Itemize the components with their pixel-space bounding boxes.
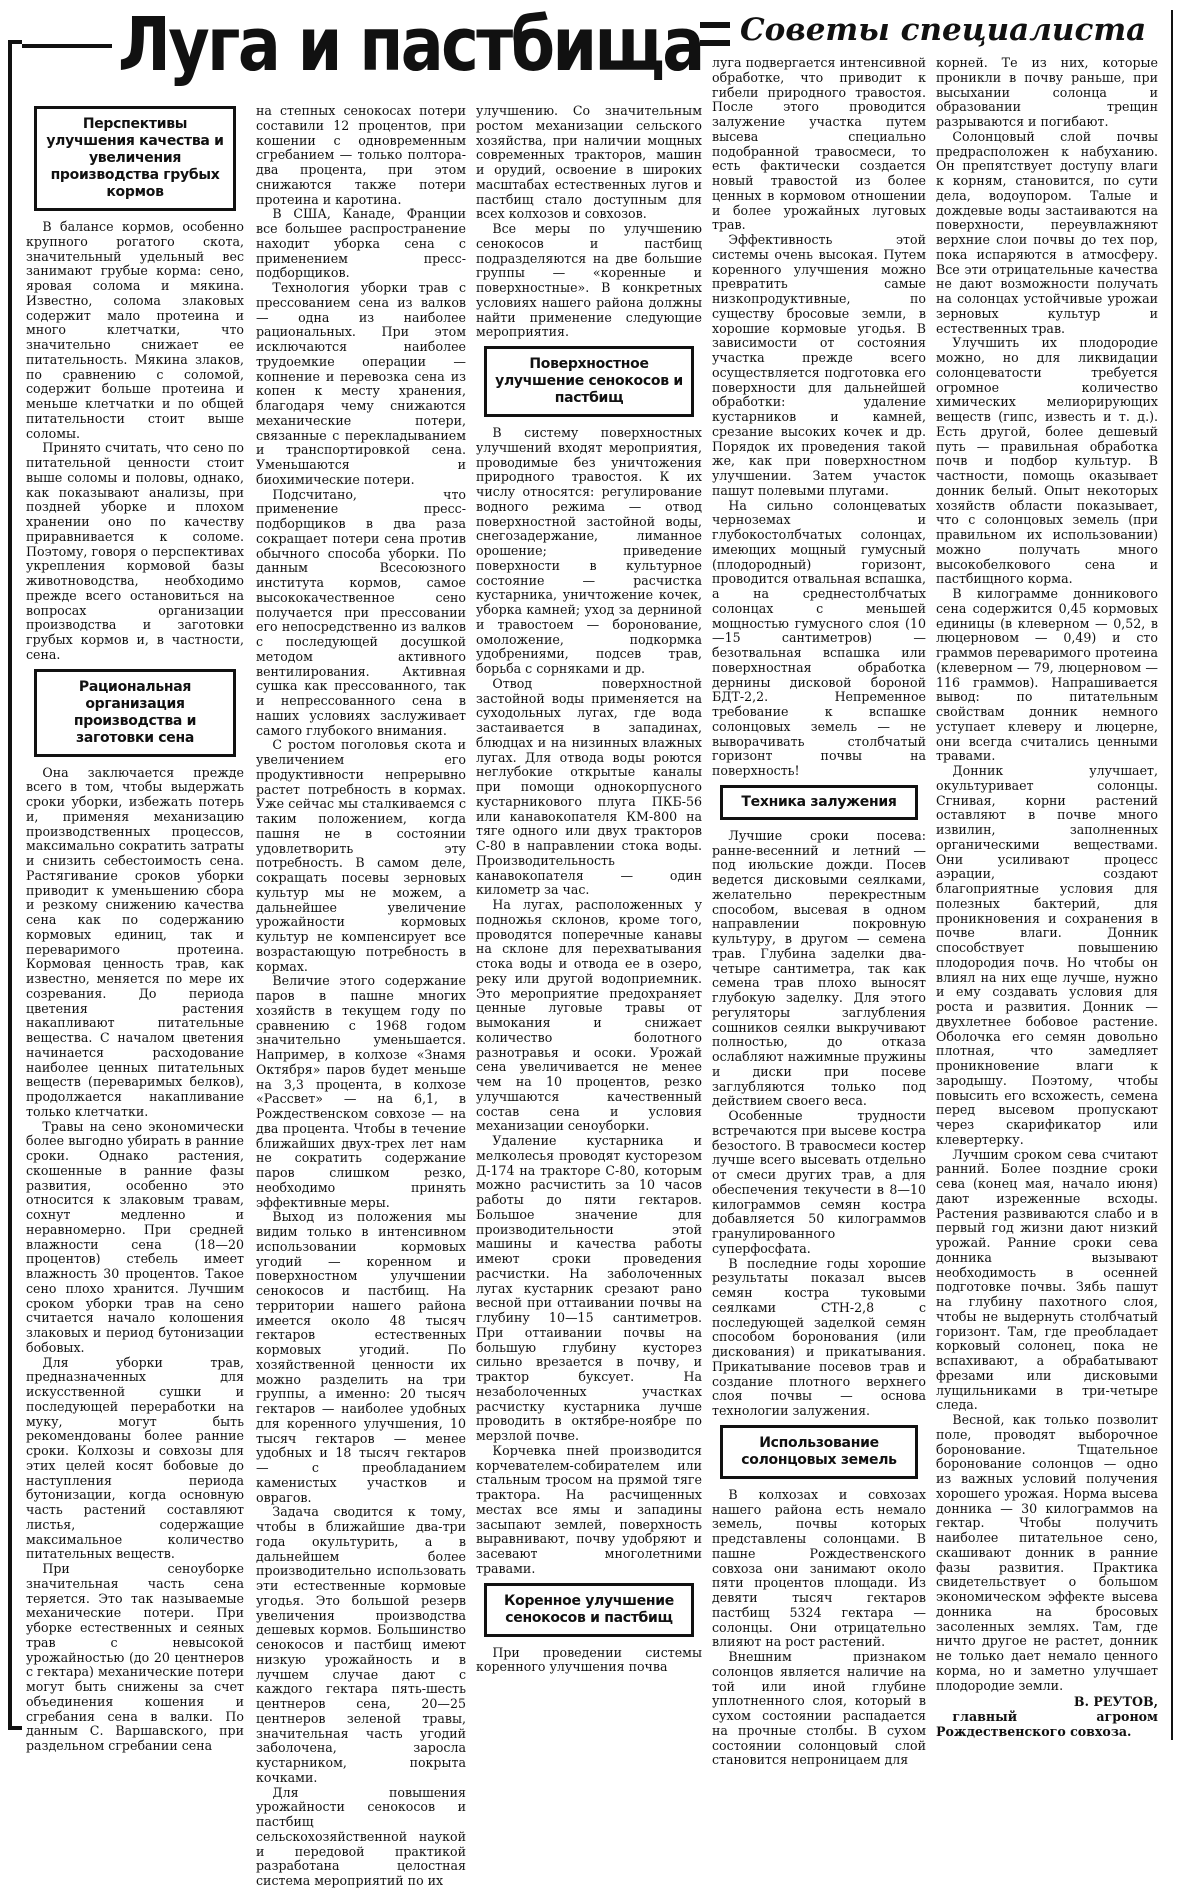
paragraph: При сеноуборке значительная часть сена теряется. Это так называемые механические потери. При уборке естественных и сеяных трав с невысокой урожайностью (до 20 центнеров с гектара) механические потери могут быть снижены за счет объединения кошения и сгребания сена в валки. По данным С. Варшавского, при раздельном сгребании сена	[26, 1561, 244, 1753]
page-edge-rule	[1171, 10, 1173, 1740]
paragraph: луга подвергается интенсивной обработке, что приводит к гибели природного травостоя. После этого проводится залужение участка путем высева специально подобранной травосмеси, то есть фактически создается новый травостой из более ценных в кормовом отношении и более урожайных луговых трав.	[712, 55, 926, 233]
paragraph: Величие этого содержание паров в пашне многих хозяйств в текущем году по сравнению с 1968 годом значительно уменьшается. Например, в колхозе «Знамя Октября» паров будет меньше на 3,3 процента, в колхозе «Рассвет» — на 6,1, в Рождественском совхозе — на два процента. Чтобы в течение ближайших двух-трех лет нам не сократить содержание паров слишком резко, необходимо принять эффективные меры.	[256, 973, 466, 1210]
paragraph: В колхозах и совхозах нашего района есть немало земель, почвы которых представлены солонцами. В пашне Рождественского совхоза они занимают около пяти процентов площади. Из девяти тысяч гектаров пастбищ 5324 гектара — солонцы. Они отрицательно влияют на рост растений.	[712, 1486, 926, 1650]
paragraph: На лугах, расположенных у подножья склонов, кроме того, проводятся поперечные канавы на склоне для перехватывания стока воды и отвода ее в озеро, реку или другой водоприемник. Это мероприятие предохраняет ценные луговые травы от вымокания и снижает количество болотного разнотравья и осоки. Урожай сена увеличивается не менее чем на 10 процентов, резко улучшаются качественный состав сена и условия механизации сеноуборки.	[476, 897, 702, 1134]
paragraph: В систему поверхностных улучшений входят мероприятия, проводимые без уничтожения природного травостоя. К их числу относятся: регулирование водного режима — отвод поверхностной застойной воды, снегозадержание, лиманное орошение; приведение поверхности в культурное состояние — расчистка кустарника, уничтожение кочек, уборка камней; уход за дерниной и травостоем — боронование, омоложение, подкормка удобрениями, подсев трав, борьба с сорняками и др.	[476, 425, 702, 676]
paragraph: Отвод поверхностной застойной воды применяется на суходольных лугах, где вода застаивается в западинах, блюдцах и на низинных влажных лугах. Для отвода воды роются неглубокие открытые каналы при помощи однокорпусного кустарникового плуга ПКБ-56 или канавокопателя КМ-800 на тяге одного или двух тракторов С-80 в направлении стока воды. Производительность канавокопателя — один километр за час.	[476, 675, 702, 898]
paragraph: Весной, как только позволит поле, проводят выборочное боронование. Тщательное боронование солонцов — одно из важных условий получения хорошего урожая. Норма высева донника — 30 килограммов на гектар. Чтобы получить наиболее питательное сено, скашивают донник в ранние фазы развития. Практика свидетельствует о большом экономическом эффекте высева донника на бросовых засоленных землях. Там, где ничто другое не растет, донник не только дает немало ценного корма, но и заметно улучшает плодородие земли.	[936, 1412, 1158, 1693]
subheading-organization: Рациональная организация производства и заготовки сена	[34, 669, 236, 757]
paragraph: Улучшить их плодородие можно, но для ликвидации солонцеватости требуется огромное количество химических мелиорирующих веществ (гипс, известь и т. д.). Есть другой, более дешевый путь — правильная обработка почв и подбор культур. В частности, помощь оказывает донник белый. Опыт некоторых хозяйств области показывает, что с солонцовых земель (при правильном их использовании) можно получать много высокобелкового сена и пастбищного корма.	[936, 335, 1158, 587]
paragraph: Травы на сено экономически более выгодно убирать в ранние сроки. Однако растения, скошенные в ранние фазы развития, особенно это относится к злаковым травам, сохнут медленно и неравномерно. При средней влажности сена (18—20 процентов) стебель имеет влажность 30 процентов. Такое сено плохо хранится. Лучшим сроком уборки трав на сено считается начало колошения злаковых и период бутонизации бобовых.	[26, 1118, 244, 1355]
subheading-prospects: Перспективы улучшения качества и увеличения производства грубых кормов	[34, 106, 236, 211]
rubric-title: Советы специалиста	[740, 12, 1147, 48]
paragraph: В последние годы хорошие результаты показал высев семян костра туковыми сеялками СТН-2,8 с последующей заделкой семян способом боронования (или дискования) и прикатывания. Прикатывание посевов трав и создание плотного верхнего слоя почвы — основа технологии залужения.	[712, 1255, 926, 1418]
paragraph: Принято считать, что сено по питательной ценности стоит выше соломы и половы, однако, как показывают анализы, при поздней уборке и плохом хранении оно по качеству приравнивается к соломе. Поэтому, говоря о перспективах укрепления кормовой базы животноводства, необходимо прежде всего остановиться на вопросах организации производства и заготовки грубых кормов и, в частности, сена.	[26, 440, 244, 662]
paragraph: улучшению. Со значительным ростом механизации сельского хозяйства, при наличии мощных современных тракторов, машин и орудий, освоение в широких масштабах естественных лугов и пастбищ стало доступным для всех колхозов и совхозов.	[476, 103, 702, 222]
paragraph: Удаление кустарника и мелколесья проводят кусторезом Д-174 на тракторе С-80, которым можно расчистить за 10 часов работы до пяти гектаров. Большое значение для производительности этой машины и качества работы имеют сроки проведения расчистки. На заболоченных лугах кустарник срезают рано весной при оттаивании почвы на глубину 10—15 сантиметров. При оттаивании почвы на большую глубину кусторез сильно врезается в почву, и трактор буксует. На незаболоченных участках расчистку кустарника лучше проводить в октябре-ноябре по мерзлой почве.	[476, 1133, 702, 1443]
article-column-3	[476, 104, 702, 1675]
article-column-5	[936, 56, 1158, 1740]
paragraph: Эффективность этой системы очень высокая. Путем коренного улучшения можно превратить самые низкопродуктивные, по существу бросовые земли, в хорошие кормовые угодья. В зависимости от состояния участка прежде всего осуществляется подготовка его поверхности для дальнейшей обработки: удаление кустарников и камней, срезание высоких кочек и др. Порядок их проведения такой же, как при поверхностном улучшении. Затем участок пашут полевыми плугами.	[712, 232, 926, 498]
subheading-solonetz-lands: Использование солонцовых земель	[720, 1425, 918, 1479]
paragraph: Для повышения урожайности сенокосов и пастбищ сельскохозяйственной наукой и передовой практикой разработана целостная система мероприятий по их	[256, 1784, 466, 1888]
paragraph: Особенные трудности встречаются при высеве костра безостого. В травосмеси костер лучше всего высевать отдельно от смеси других трав, а для обеспечения текучести в 8—10 килограммов семян костра добавляется 50 килограммов гранулированного суперфосфата.	[712, 1108, 926, 1256]
article-column-1	[26, 100, 244, 1754]
subheading-sowing-technique: Техника залужения	[720, 785, 918, 820]
article-column-4	[712, 56, 926, 1768]
paragraph: Она заключается прежде всего в том, чтобы выдержать сроки уборки, избежать потерь и, применяя механизацию производственных процессов, максимально сократить затраты и снизить себестоимость сена. Растягивание сроков уборки приводит к уменьшению сбора и резкому снижению качества сена как по содержанию кормовых единиц, так и переваримого протеина. Кормовая ценность трав, как известно, меняется по мере их созревания. До периода цветения растения накапливают питательные вещества. С началом цветения начинается расходование наиболее ценных питательных веществ (переваримых белков), продолжается накапливание только клетчатки.	[26, 764, 244, 1119]
paragraph: Лучшие сроки посева: ранне-весенний и летний — под июльские дожди. Посев ведется дисковыми сеялками, желательно перекрестным способом, высевая в одном направлении покровную культуру, в другом — семена трав. Глубина заделки два-четыре сантиметра, так как семена трав плохо выносят глубокую заделку. Для этого регуляторы заглубления сошников сеялки выкручивают полностью, до отказа ослабляют нажимные пружины и диски при посеве заглубляются только под действием своего веса.	[712, 827, 926, 1109]
paragraph: Подсчитано, что применение пресс-подборщиков в два раза сокращает потери сена против обычного способа уборки. По данным Всесоюзного института кормов, самое высококачественное сено получается при прессовании его непосредственно из валков с последующей досушкой методом активного вентилирования. Активная сушка как прессованного, так и непрессованного сена в наших условиях заслуживает самого глубокого внимания.	[256, 486, 466, 738]
decorative-frame	[8, 40, 22, 1730]
paragraph: на степных сенокосах потери составили 12 процентов, при кошении с одновременным сгребанием — только полтора-два процента, при этом снижаются также потери протеина и каротина.	[256, 103, 466, 207]
headline-separator	[700, 22, 730, 46]
paragraph: Выход из положения мы видим только в интенсивном использовании кормовых угодий — коренном и поверхностном улучшении сенокосов и пастбищ. На территории нашего района имеется около 48 тысяч гектаров естественных кормовых угодий. По хозяйственной ценности их можно разделить на три группы, а именно: 20 тысяч гектаров — наиболее удобных для коренного улучшения, 10 тысяч гектаров — менее удобных и 18 тысяч гектаров — с преобладанием каменистых участков и оврагов.	[256, 1209, 466, 1505]
paragraph: В США, Канаде, Франции все большее распространение находит уборка сена с применением пресс-подборщиков.	[256, 206, 466, 281]
paragraph: Задача сводится к тому, чтобы в ближайшие два-три года окультурить, а в дальнейшем более производительно использовать эти естественные кормовые угодья. Это большой резерв увеличения производства дешевых кормов. Большинство сенокосов и пастбищ имеют низкую урожайность и в лучшем случае дают с каждого гектара пять-шесть центнеров сена, 20—25 центнеров зеленой травы, значительная часть угодий заболочена, заросла кустарником, покрыта кочками.	[256, 1504, 466, 1785]
paragraph: В килограмме донникового сена содержится 0,45 кормовых единицы (в клеверном — 0,52, в люцерновом — 0,49) и сто граммов переваримого протеина (клеверном — 79, люцерновом — 116 граммов). Напрашивается вывод: по питательным свойствам донник немного уступает клеверу и люцерне, они всегда считались ценными травами.	[936, 586, 1158, 764]
paragraph: Внешним признаком солонцов является наличие на той или иной глубине уплотненного слоя, который в сухом состоянии распадается на прочные столбы. В сухом состоянии солонцовый слой становится непроницаем для	[712, 1649, 926, 1768]
paragraph: Лучшим сроком сева считают ранний. Более поздние сроки сева (конец мая, начало июня) дают изреженные всходы. Растения развиваются слабо и в первый год жизни дают низкий урожай. Ранние сроки сева донника вызывают необходимость в осенней подготовке почвы. Зябь пашут на глубину пахотного слоя, чтобы не выдернуть столбчатый горизонт. Там, где преобладает корковый солонец, пока не вспахивают, а обрабатывают фрезами или дисковыми лущильниками в три-четыре следа.	[936, 1146, 1158, 1413]
page-headline: Луга и пастбища	[118, 2, 703, 88]
paragraph: В балансе кормов, особенно крупного рогатого скота, значительный удельный вес занимают грубые корма: сено, яровая солома и мякина. Известно, солома злаковых содержит мало протеина и много клетчатки, что значительно снижает ее питательность. Мякина злаков, по сравнению с соломой, содержит больше протеина и меньше клетчатки и по общей питательности стоит выше соломы.	[26, 219, 244, 441]
subheading-surface-improvement: Поверхностное улучшение сенокосов и пастбищ	[484, 346, 694, 417]
paragraph: Солонцовый слой почвы предрасположен к набуханию. Он препятствует доступу влаги к корням, становится, по сути дела, водоупором. Талые и дождевые воды застаиваются на поверхности, переувлажняют верхние слои почвы до тех пор, пока испаряются в атмосферу. Все эти отрицательные качества не дают возможности получать на солонцах устойчивые урожаи зерновых культур и естественных трав.	[936, 128, 1158, 336]
paragraph: Технология уборки трав с прессованием сена из валков — одна из наиболее рациональных. При этом исключаются наиболее трудоемкие операции — копнение и перевозка сена из копен к месту хранения, благодаря чему снижаются механические потери, связанные с перекладыванием и транспортировкой сена. Уменьшаются и биохимические потери.	[256, 280, 466, 487]
paragraph: Для уборки трав, предназначенных для искусственной сушки и последующей переработки на муку, могут быть рекомендованы более ранние сроки. Колхозы и совхозы для этих целей косят бобовые до наступления периода бутонизации, когда основную часть растений составляют листья, содержащие максимальное количество питательных веществ.	[26, 1354, 244, 1562]
subheading-radical-improvement: Коренное улучшение сенокосов и пастбищ	[484, 1583, 694, 1637]
paragraph: корней. Те из них, которые проникли в почву раньше, при высыхании солонца и образовании трещин разрываются и погибают.	[936, 55, 1158, 129]
paragraph: Все меры по улучшению сенокосов и пастбищ подразделяются на две большие группы — «коренные и поверхностные». В конкретных условиях нашего района должны найти применение следующие мероприятия.	[476, 221, 702, 340]
author-name: В. РЕУТОВ,	[1073, 1694, 1158, 1710]
author-title: главный агроном Рождественского совхоза.	[936, 1709, 1158, 1739]
header-rule	[22, 44, 112, 48]
paragraph: На сильно солонцеватых черноземах и глубокостолбчатых солонцах, имеющих мощный гумусный (плодородный) горизонт, проводится отвальная вспашка, а на среднестолбчатых солонцах с меньшей мощностью гумусного слоя (10—15 сантиметров) — безотвальная вспашка или поверхностная обработка дернины дисковой бороной БДТ-2,2. Непременное требование к вспашке солонцовых земель — не выворачивать столбчатый горизонт почвы на поверхность!	[712, 497, 926, 778]
paragraph: Донник улучшает, окультуривает солонцы. Сгнивая, корни растений оставляют в почве много извилин, заполненных органическими веществами. Они усиливают процесс аэрации, создают благоприятные условия для полезных бактерий, для проникновения и сохранения в почве влаги. Донник способствует повышению плодородия почв. Но чтобы он влиял на них еще лучше, нужно и ему создавать условия для роста и развития. Донник — двухлетнее бобовое растение. Оболочка его семян довольно плотная, что замедляет проникновение влаги к зародышу. Поэтому, чтобы повысить его всхожесть, семена перед высевом пропускают через скарификатор или клевертерку.	[936, 763, 1158, 1147]
paragraph: При проведении системы коренного улучшения почва	[476, 1644, 702, 1675]
paragraph: С ростом поголовья скота и увеличением его продуктивности непрерывно растет потребность в кормах. Уже сейчас мы сталкиваемся с таким положением, когда пашня не в состоянии удовлетворить эту потребность. В самом деле, сокращать посевы зерновых культур мы не можем, а дальнейшее увеличение урожайности кормовых культур не компенсирует все возрастающую потребность в кормах.	[256, 737, 466, 974]
paragraph: Корчевка пней производится корчевателем-собирателем или стальным тросом на прямой тяге трактора. На расчищенных местах все ямы и западины засыпают землей, поверхность выравнивают, почву удобряют и засевают многолетними травами.	[476, 1442, 702, 1576]
article-column-2	[256, 104, 466, 1889]
